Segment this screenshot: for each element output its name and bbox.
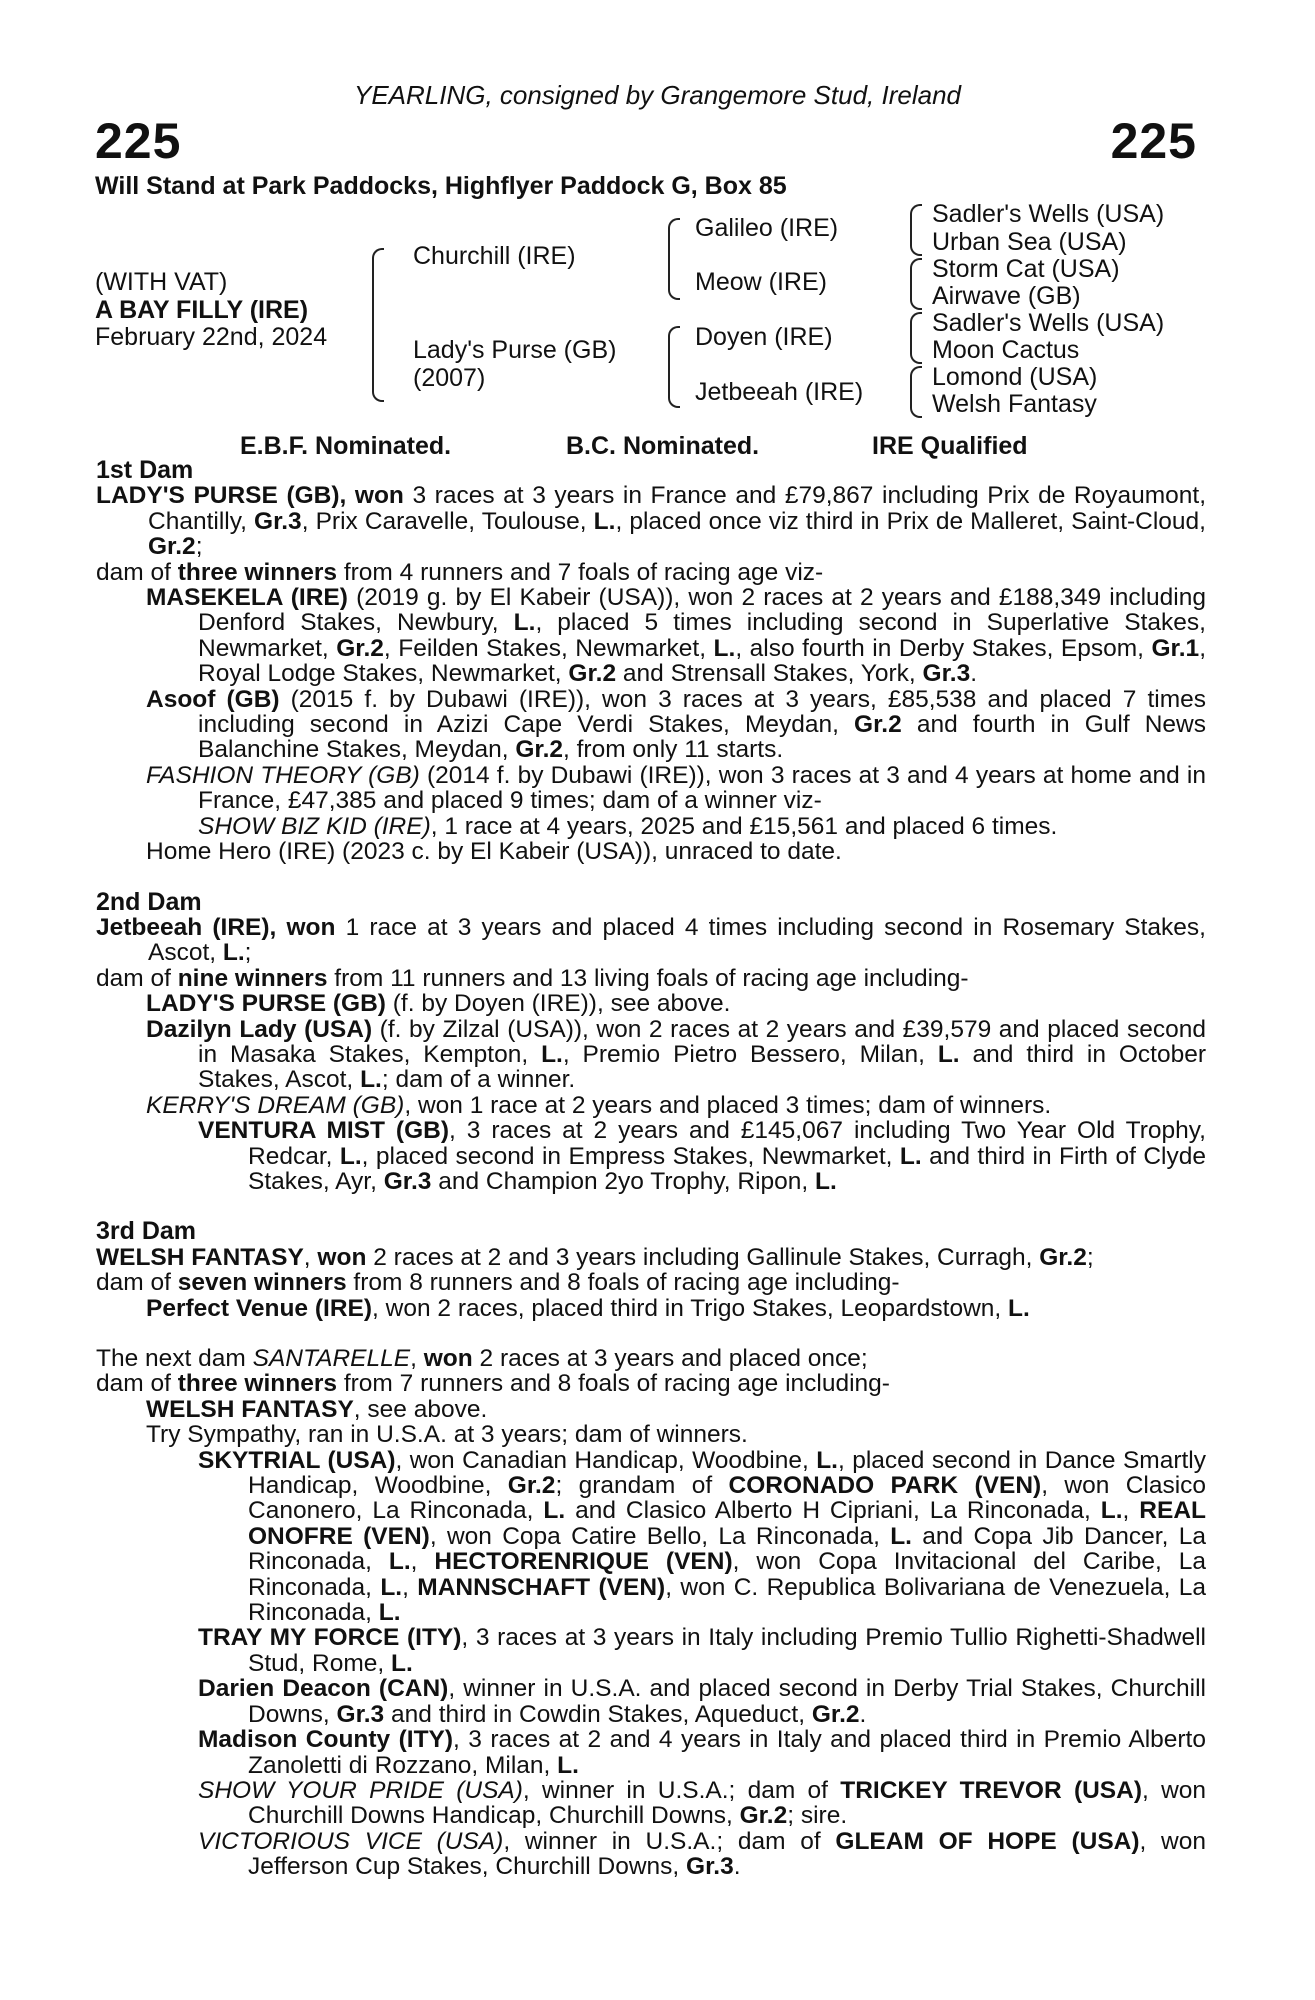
list-item: Darien Deacon (CAN), winner in U.S.A. and placed second in Derby Trial Stakes, Churchill Downs, Gr.3 and third in Cowdin Stakes, Aqueduct, Gr.2.: [198, 1675, 1206, 1728]
produce-record: [96, 458, 1206, 1880]
ire-qualified: IRE Qualified: [872, 432, 1028, 460]
sire-sire: Galileo (IRE): [695, 214, 839, 242]
pedigree-brace: [372, 248, 384, 402]
list-item: FASHION THEORY (GB) (2014 f. by Dubawi (IRE)), won 3 races at 3 and 4 years at home and in France, £47,385 and placed 9 times; dam of a winner viz-: [146, 761, 1206, 815]
vat-note: (WITH VAT): [95, 268, 228, 296]
list-item: TRAY MY FORCE (ITY), 3 races at 3 years in Italy including Premio Tullio Righetti-Shadwell Stud, Rome, L.: [198, 1624, 1206, 1677]
dam-year: (2007): [413, 364, 486, 392]
next-dam-record: The next dam SANTARELLE, won 2 races at 3 years and placed once;: [96, 1345, 868, 1372]
horse-name: A BAY FILLY (IRE): [95, 296, 309, 324]
dam2-heading: 2nd Dam: [96, 887, 202, 916]
granddam-4: Welsh Fantasy: [932, 390, 1097, 418]
granddam-2: Airwave (GB): [932, 282, 1081, 310]
lot-number-right: 225: [1110, 113, 1197, 169]
ebf-nominated: E.B.F. Nominated.: [240, 432, 452, 460]
dam3-heading: 3rd Dam: [96, 1217, 197, 1246]
list-item: MASEKELA (IRE) (2019 g. by El Kabeir (USA)), won 2 races at 2 years and £188,349 including Denford Stakes, Newbury, L., placed 5 times including second in Superlative Stakes, Newmarket, Gr.2, Feilden Stakes, Newmarket, L., also fourth in Derby Stakes, Epsom, Gr.1, Royal Lodge Stakes, Newmarket, Gr.2 and Strensall Stakes, York, Gr.3.: [146, 584, 1206, 688]
dam3-record: WELSH FANTASY, won 2 races at 2 and 3 years including Gallinule Stakes, Curragh, Gr.2;: [96, 1243, 1094, 1271]
list-item: SHOW YOUR PRIDE (USA), winner in U.S.A.; dam of TRICKEY TREVOR (USA), won Churchill Downs Handicap, Churchill Downs, Gr.2; sire.: [198, 1776, 1207, 1830]
grandsire-3: Sadler's Wells (USA): [932, 309, 1165, 337]
foaling-date: February 22nd, 2024: [95, 323, 328, 351]
gsire-brace-1: [910, 204, 922, 256]
grandsire-4: Lomond (USA): [932, 363, 1098, 391]
gsire-brace-4: [910, 366, 922, 418]
list-item: Home Hero (IRE) (2023 c. by El Kabeir (USA)), unraced to date.: [146, 838, 842, 866]
granddam-1: Urban Sea (USA): [932, 228, 1127, 256]
list-item: Perfect Venue (IRE), won 2 races, placed third in Trigo Stakes, Leopardstown, L.: [146, 1294, 1030, 1322]
dam2-record: Jetbeeah (IRE), won 1 race at 3 years and placed 4 times including second in Rosemary Stakes, Ascot, L.;: [96, 913, 1206, 967]
gsire-brace-3: [910, 312, 922, 364]
dam-sire: Doyen (IRE): [695, 323, 833, 351]
sire: Churchill (IRE): [413, 242, 576, 270]
list-item: Try Sympathy, ran in U.S.A. at 3 years; dam of winners.: [146, 1421, 748, 1449]
granddam-3: Moon Cactus: [932, 336, 1080, 364]
grandsire-1: Sadler's Wells (USA): [932, 200, 1165, 228]
next-dam-produce-summary: dam of three winners from 7 runners and 8 foals of racing age including-: [96, 1370, 890, 1398]
consignment-line: YEARLING, consigned by Grangemore Stud, Ireland: [354, 80, 961, 110]
gsire-brace-2: [910, 258, 922, 310]
lot-number-left: 225: [95, 113, 182, 169]
dam-brace: [668, 326, 680, 408]
list-item: Dazilyn Lady (USA) (f. by Zilzal (USA)), won 2 races at 2 years and £39,579 and placed second in Masaka Stakes, Kempton, L., Premio Pietro Bessero, Milan, L. and third in October Stakes, Ascot, L.; dam of a winner.: [146, 1015, 1207, 1094]
list-item: Madison County (ITY), 3 races at 2 and 4 years in Italy and placed third in Premio Alberto Zanoletti di Rozzano, Milan, L.: [198, 1726, 1206, 1779]
dam1-heading: 1st Dam: [96, 456, 194, 484]
list-item: SHOW BIZ KID (IRE), 1 race at 4 years, 2025 and £15,561 and placed 6 times.: [198, 812, 1058, 840]
sire-brace: [668, 218, 680, 300]
grandsire-2: Storm Cat (USA): [932, 255, 1120, 283]
list-item: SKYTRIAL (USA), won Canadian Handicap, Woodbine, L., placed second in Dance Smartly Handicap, Woodbine, Gr.2; grandam of CORONADO PARK (VEN), won Clasico Canonero, La Rinconada, L. and Clasico Alberto H Cipriani, La Rinconada, L., REAL ONOFRE (VEN), won Copa Catire Bello, La Rinconada, L. and Copa Jib Dancer, La Rinconada, L., HECTORENRIQUE (VEN), won Copa Invitacional del Caribe, La Rinconada, L., MANNSCHAFT (VEN), won C. Republica Bolivariana de Venezuela, La Rinconada, L.: [198, 1446, 1207, 1627]
stand-location: Will Stand at Park Paddocks, Highflyer Paddock G, Box 85: [95, 172, 787, 200]
sire-dam: Meow (IRE): [695, 268, 827, 296]
dam-dam: Jetbeeah (IRE): [695, 378, 864, 406]
list-item: Asoof (GB) (2015 f. by Dubawi (IRE)), won 3 races at 3 years, £85,538 and placed 7 times including second in Azizi Cape Verdi Stakes, Meydan, Gr.2 and fourth in Gulf News Balanchine Stakes, Meydan, Gr.2, from only 11 starts.: [146, 685, 1206, 764]
dam: Lady's Purse (GB): [413, 336, 617, 364]
list-item: VICTORIOUS VICE (USA), winner in U.S.A.; dam of GLEAM OF HOPE (USA), won Jefferson Cup Stakes, Churchill Downs, Gr.3.: [198, 1827, 1206, 1881]
list-item: WELSH FANTASY, see above.: [146, 1395, 488, 1423]
list-item: KERRY'S DREAM (GB), won 1 race at 2 years and placed 3 times; dam of winners.: [146, 1091, 1052, 1119]
dam1-produce-summary: dam of three winners from 4 runners and 7 foals of racing age viz-: [96, 558, 824, 586]
bc-nominated: B.C. Nominated.: [566, 432, 760, 460]
dam2-produce-summary: dam of nine winners from 11 runners and 13 living foals of racing age including-: [96, 964, 969, 992]
dam3-produce-summary: dam of seven winners from 8 runners and 8 foals of racing age including-: [96, 1269, 900, 1297]
dam1-record: LADY'S PURSE (GB), won 3 races at 3 years in France and £79,867 including Prix de Royaumont, Chantilly, Gr.3, Prix Caravelle, Toulouse, L., placed once viz third in Prix de Malleret, Saint-Cloud, Gr.2;: [96, 482, 1206, 561]
list-item: LADY'S PURSE (GB) (f. by Doyen (IRE)), see above.: [146, 990, 731, 1018]
list-item: VENTURA MIST (GB), 3 races at 2 years and £145,067 including Two Year Old Trophy, Redcar, L., placed second in Empress Stakes, Newmarket, L. and third in Firth of Clyde Stakes, Ayr, Gr.3 and Champion 2yo Trophy, Ripon, L.: [198, 1117, 1206, 1195]
